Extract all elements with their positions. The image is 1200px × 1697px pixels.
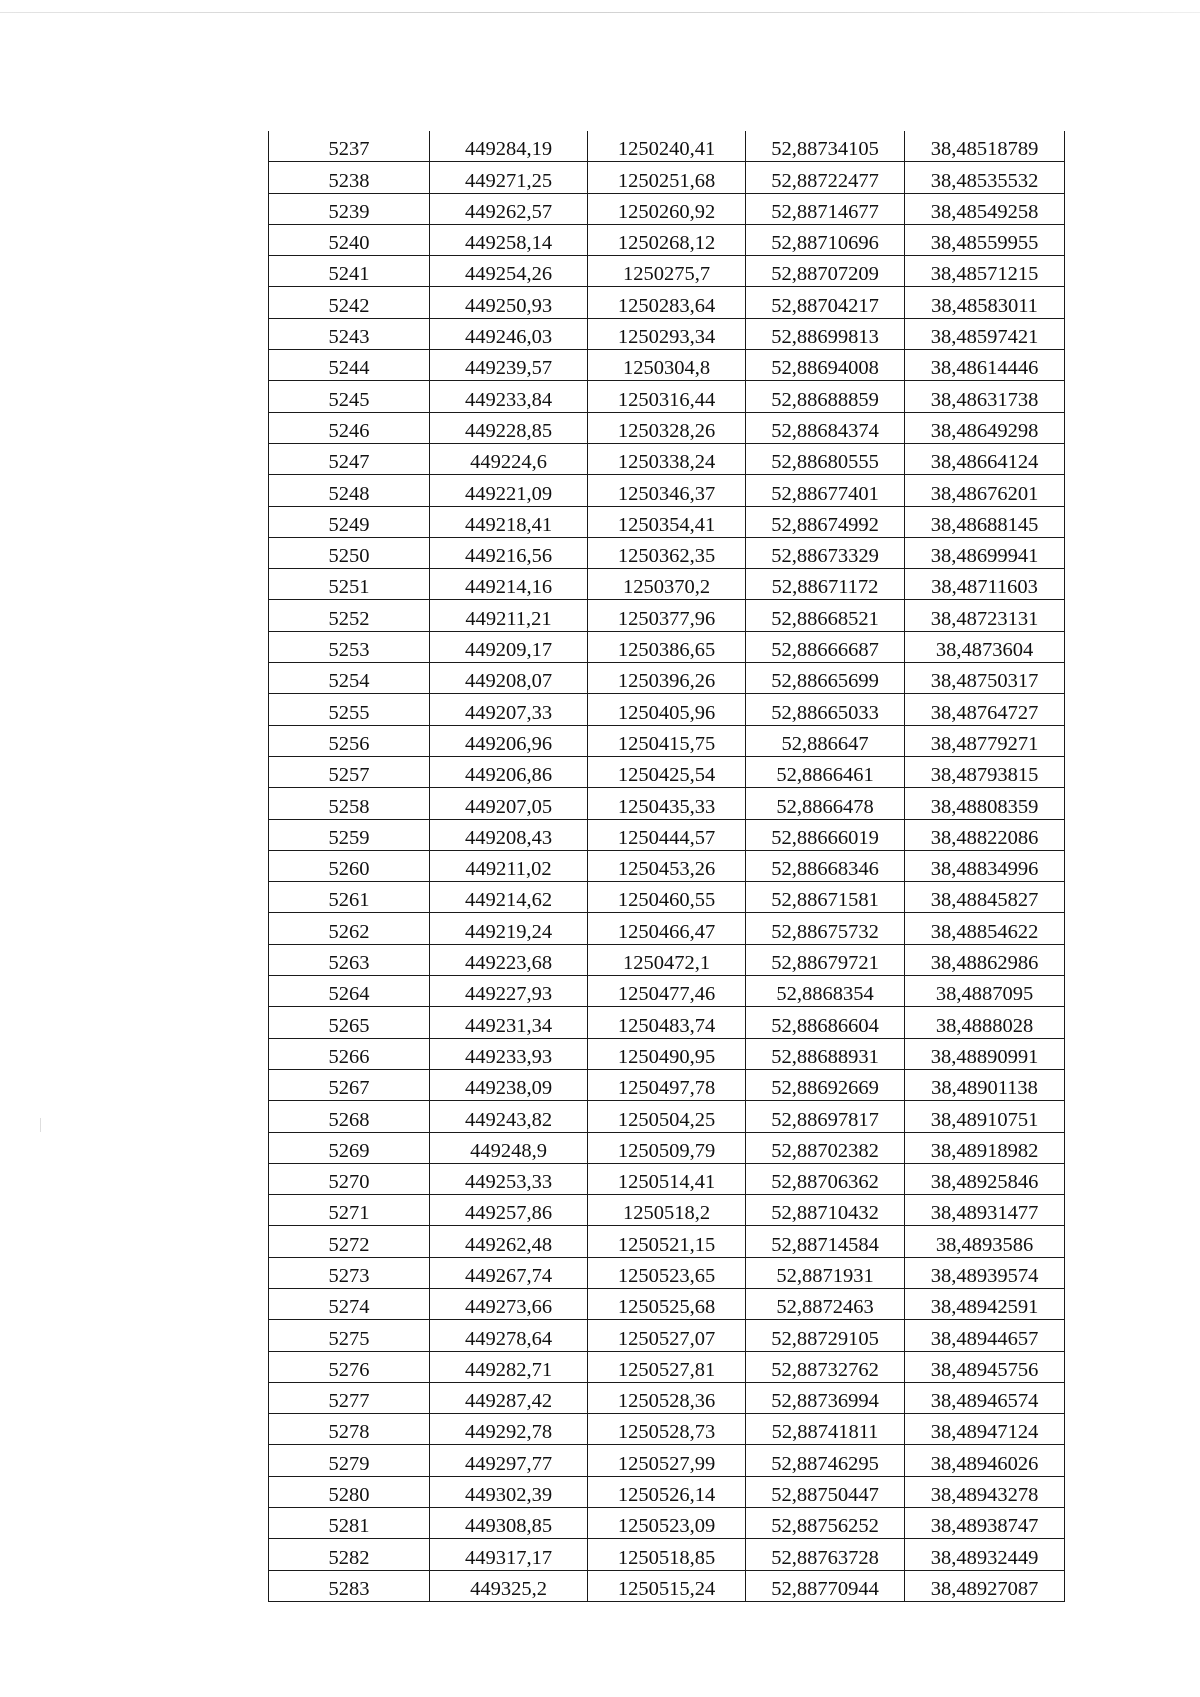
latitude-cell: 52,88688931: [746, 1038, 905, 1069]
table-row: [269, 788, 1065, 819]
y-coordinate-cell: 1250435,33: [588, 788, 746, 819]
x-coordinate-cell: 449287,42: [430, 1382, 588, 1413]
table-row: [269, 162, 1065, 193]
point-number-cell: 5283: [269, 1570, 430, 1601]
table-row: [269, 569, 1065, 600]
y-coordinate-cell: 1250346,37: [588, 475, 746, 506]
point-number-cell: 5257: [269, 756, 430, 787]
point-number-cell: 5275: [269, 1320, 430, 1351]
y-coordinate-cell: 1250518,2: [588, 1195, 746, 1226]
x-coordinate-cell: 449207,05: [430, 788, 588, 819]
y-coordinate-cell: 1250362,35: [588, 537, 746, 568]
y-coordinate-cell: 1250283,64: [588, 287, 746, 318]
y-coordinate-cell: 1250477,46: [588, 976, 746, 1007]
longitude-cell: 38,48939574: [905, 1257, 1065, 1288]
longitude-cell: 38,48723131: [905, 600, 1065, 631]
point-number-cell: 5249: [269, 506, 430, 537]
longitude-cell: 38,4873604: [905, 631, 1065, 662]
table-row: [269, 1320, 1065, 1351]
longitude-cell: 38,48535532: [905, 162, 1065, 193]
latitude-cell: 52,88729105: [746, 1320, 905, 1351]
point-number-cell: 5251: [269, 569, 430, 600]
table-row: [269, 1288, 1065, 1319]
latitude-cell: 52,88666687: [746, 631, 905, 662]
table-row: [269, 1132, 1065, 1163]
latitude-cell: 52,88679721: [746, 944, 905, 975]
x-coordinate-cell: 449278,64: [430, 1320, 588, 1351]
longitude-cell: 38,48518789: [905, 131, 1065, 162]
longitude-cell: 38,4893586: [905, 1226, 1065, 1257]
point-number-cell: 5258: [269, 788, 430, 819]
latitude-cell: 52,88666019: [746, 819, 905, 850]
longitude-cell: 38,48764727: [905, 694, 1065, 725]
y-coordinate-cell: 1250370,2: [588, 569, 746, 600]
y-coordinate-cell: 1250523,09: [588, 1508, 746, 1539]
latitude-cell: 52,88746295: [746, 1445, 905, 1476]
longitude-cell: 38,48664124: [905, 443, 1065, 474]
y-coordinate-cell: 1250528,36: [588, 1382, 746, 1413]
latitude-cell: 52,88684374: [746, 412, 905, 443]
table-row: [269, 1445, 1065, 1476]
x-coordinate-cell: 449267,74: [430, 1257, 588, 1288]
table-row: [269, 506, 1065, 537]
y-coordinate-cell: 1250490,95: [588, 1038, 746, 1069]
point-number-cell: 5237: [269, 131, 430, 162]
longitude-cell: 38,48901138: [905, 1069, 1065, 1100]
table-row: [269, 1226, 1065, 1257]
latitude-cell: 52,88671581: [746, 882, 905, 913]
longitude-cell: 38,48918982: [905, 1132, 1065, 1163]
point-number-cell: 5246: [269, 412, 430, 443]
x-coordinate-cell: 449209,17: [430, 631, 588, 662]
table-row: [269, 318, 1065, 349]
y-coordinate-cell: 1250527,99: [588, 1445, 746, 1476]
point-number-cell: 5272: [269, 1226, 430, 1257]
point-number-cell: 5259: [269, 819, 430, 850]
latitude-cell: 52,88750447: [746, 1476, 905, 1507]
x-coordinate-cell: 449233,84: [430, 381, 588, 412]
table-row: [269, 1539, 1065, 1570]
x-coordinate-cell: 449292,78: [430, 1414, 588, 1445]
x-coordinate-cell: 449238,09: [430, 1069, 588, 1100]
point-number-cell: 5243: [269, 318, 430, 349]
x-coordinate-cell: 449208,43: [430, 819, 588, 850]
y-coordinate-cell: 1250260,92: [588, 193, 746, 224]
point-number-cell: 5271: [269, 1195, 430, 1226]
x-coordinate-cell: 449214,16: [430, 569, 588, 600]
point-number-cell: 5276: [269, 1351, 430, 1382]
table-row: [269, 1382, 1065, 1413]
latitude-cell: 52,88675732: [746, 913, 905, 944]
point-number-cell: 5238: [269, 162, 430, 193]
latitude-cell: 52,8868354: [746, 976, 905, 1007]
table-row: [269, 913, 1065, 944]
point-number-cell: 5247: [269, 443, 430, 474]
y-coordinate-cell: 1250396,26: [588, 663, 746, 694]
x-coordinate-cell: 449211,21: [430, 600, 588, 631]
table-row: [269, 443, 1065, 474]
latitude-cell: 52,88710432: [746, 1195, 905, 1226]
latitude-cell: 52,88692669: [746, 1069, 905, 1100]
latitude-cell: 52,88673329: [746, 537, 905, 568]
y-coordinate-cell: 1250304,8: [588, 350, 746, 381]
point-number-cell: 5241: [269, 256, 430, 287]
x-coordinate-cell: 449258,14: [430, 224, 588, 255]
point-number-cell: 5253: [269, 631, 430, 662]
latitude-cell: 52,88714584: [746, 1226, 905, 1257]
x-coordinate-cell: 449246,03: [430, 318, 588, 349]
table-row: [269, 976, 1065, 1007]
latitude-cell: 52,88671172: [746, 569, 905, 600]
x-coordinate-cell: 449271,25: [430, 162, 588, 193]
longitude-cell: 38,48932449: [905, 1539, 1065, 1570]
longitude-cell: 38,48946574: [905, 1382, 1065, 1413]
point-number-cell: 5248: [269, 475, 430, 506]
point-number-cell: 5273: [269, 1257, 430, 1288]
table-row: [269, 1508, 1065, 1539]
table-row: [269, 224, 1065, 255]
latitude-cell: 52,88714677: [746, 193, 905, 224]
table-row: [269, 1163, 1065, 1194]
point-number-cell: 5274: [269, 1288, 430, 1319]
latitude-cell: 52,88686604: [746, 1007, 905, 1038]
y-coordinate-cell: 1250275,7: [588, 256, 746, 287]
longitude-cell: 38,48944657: [905, 1320, 1065, 1351]
latitude-cell: 52,8871931: [746, 1257, 905, 1288]
longitude-cell: 38,48862986: [905, 944, 1065, 975]
point-number-cell: 5256: [269, 725, 430, 756]
latitude-cell: 52,88697817: [746, 1101, 905, 1132]
y-coordinate-cell: 1250518,85: [588, 1539, 746, 1570]
point-number-cell: 5250: [269, 537, 430, 568]
latitude-cell: 52,88704217: [746, 287, 905, 318]
latitude-cell: 52,8866478: [746, 788, 905, 819]
x-coordinate-cell: 449221,09: [430, 475, 588, 506]
longitude-cell: 38,48750317: [905, 663, 1065, 694]
longitude-cell: 38,48946026: [905, 1445, 1065, 1476]
y-coordinate-cell: 1250328,26: [588, 412, 746, 443]
x-coordinate-cell: 449218,41: [430, 506, 588, 537]
x-coordinate-cell: 449297,77: [430, 1445, 588, 1476]
y-coordinate-cell: 1250504,25: [588, 1101, 746, 1132]
table-row: [269, 663, 1065, 694]
table-row: [269, 131, 1065, 162]
table-row: [269, 1570, 1065, 1601]
x-coordinate-cell: 449262,57: [430, 193, 588, 224]
point-number-cell: 5244: [269, 350, 430, 381]
x-coordinate-cell: 449207,33: [430, 694, 588, 725]
x-coordinate-cell: 449227,93: [430, 976, 588, 1007]
y-coordinate-cell: 1250444,57: [588, 819, 746, 850]
longitude-cell: 38,48793815: [905, 756, 1065, 787]
longitude-cell: 38,48927087: [905, 1570, 1065, 1601]
x-coordinate-cell: 449243,82: [430, 1101, 588, 1132]
table-row: [269, 1476, 1065, 1507]
latitude-cell: 52,88756252: [746, 1508, 905, 1539]
x-coordinate-cell: 449254,26: [430, 256, 588, 287]
point-number-cell: 5239: [269, 193, 430, 224]
y-coordinate-cell: 1250316,44: [588, 381, 746, 412]
latitude-cell: 52,88770944: [746, 1570, 905, 1601]
latitude-cell: 52,88677401: [746, 475, 905, 506]
longitude-cell: 38,48854622: [905, 913, 1065, 944]
longitude-cell: 38,48614446: [905, 350, 1065, 381]
longitude-cell: 38,48779271: [905, 725, 1065, 756]
y-coordinate-cell: 1250338,24: [588, 443, 746, 474]
y-coordinate-cell: 1250415,75: [588, 725, 746, 756]
longitude-cell: 38,48845827: [905, 882, 1065, 913]
longitude-cell: 38,48931477: [905, 1195, 1065, 1226]
point-number-cell: 5265: [269, 1007, 430, 1038]
longitude-cell: 38,48649298: [905, 412, 1065, 443]
table-row: [269, 756, 1065, 787]
y-coordinate-cell: 1250386,65: [588, 631, 746, 662]
x-coordinate-cell: 449273,66: [430, 1288, 588, 1319]
point-number-cell: 5277: [269, 1382, 430, 1413]
y-coordinate-cell: 1250240,41: [588, 131, 746, 162]
x-coordinate-cell: 449228,85: [430, 412, 588, 443]
table-row: [269, 1351, 1065, 1382]
y-coordinate-cell: 1250497,78: [588, 1069, 746, 1100]
y-coordinate-cell: 1250527,07: [588, 1320, 746, 1351]
table-row: [269, 850, 1065, 881]
longitude-cell: 38,48822086: [905, 819, 1065, 850]
table-row: [269, 475, 1065, 506]
longitude-cell: 38,48597421: [905, 318, 1065, 349]
latitude-cell: 52,88674992: [746, 506, 905, 537]
x-coordinate-cell: 449302,39: [430, 1476, 588, 1507]
y-coordinate-cell: 1250521,15: [588, 1226, 746, 1257]
latitude-cell: 52,88699813: [746, 318, 905, 349]
x-coordinate-cell: 449239,57: [430, 350, 588, 381]
latitude-cell: 52,88665033: [746, 694, 905, 725]
x-coordinate-cell: 449208,07: [430, 663, 588, 694]
y-coordinate-cell: 1250528,73: [588, 1414, 746, 1445]
longitude-cell: 38,48583011: [905, 287, 1065, 318]
table-row: [269, 882, 1065, 913]
x-coordinate-cell: 449214,62: [430, 882, 588, 913]
latitude-cell: 52,88732762: [746, 1351, 905, 1382]
point-number-cell: 5282: [269, 1539, 430, 1570]
point-number-cell: 5279: [269, 1445, 430, 1476]
longitude-cell: 38,48938747: [905, 1508, 1065, 1539]
point-number-cell: 5270: [269, 1163, 430, 1194]
point-number-cell: 5242: [269, 287, 430, 318]
coordinates-table: [268, 131, 1065, 1602]
table-row: [269, 1007, 1065, 1038]
x-coordinate-cell: 449206,96: [430, 725, 588, 756]
y-coordinate-cell: 1250425,54: [588, 756, 746, 787]
longitude-cell: 38,48631738: [905, 381, 1065, 412]
table-row: [269, 256, 1065, 287]
x-coordinate-cell: 449233,93: [430, 1038, 588, 1069]
longitude-cell: 38,48559955: [905, 224, 1065, 255]
y-coordinate-cell: 1250460,55: [588, 882, 746, 913]
table-row: [269, 193, 1065, 224]
table-row: [269, 350, 1065, 381]
x-coordinate-cell: 449248,9: [430, 1132, 588, 1163]
longitude-cell: 38,48910751: [905, 1101, 1065, 1132]
point-number-cell: 5245: [269, 381, 430, 412]
table-row: [269, 1257, 1065, 1288]
table-row: [269, 1414, 1065, 1445]
x-coordinate-cell: 449317,17: [430, 1539, 588, 1570]
point-number-cell: 5267: [269, 1069, 430, 1100]
table-row: [269, 1101, 1065, 1132]
x-coordinate-cell: 449250,93: [430, 287, 588, 318]
point-number-cell: 5264: [269, 976, 430, 1007]
y-coordinate-cell: 1250523,65: [588, 1257, 746, 1288]
y-coordinate-cell: 1250483,74: [588, 1007, 746, 1038]
longitude-cell: 38,48711603: [905, 569, 1065, 600]
point-number-cell: 5254: [269, 663, 430, 694]
y-coordinate-cell: 1250377,96: [588, 600, 746, 631]
latitude-cell: 52,88734105: [746, 131, 905, 162]
scan-top-edge: [0, 12, 1200, 13]
point-number-cell: 5263: [269, 944, 430, 975]
y-coordinate-cell: 1250354,41: [588, 506, 746, 537]
table-row: [269, 287, 1065, 318]
y-coordinate-cell: 1250405,96: [588, 694, 746, 725]
point-number-cell: 5255: [269, 694, 430, 725]
y-coordinate-cell: 1250453,26: [588, 850, 746, 881]
x-coordinate-cell: 449223,68: [430, 944, 588, 975]
latitude-cell: 52,8866461: [746, 756, 905, 787]
x-coordinate-cell: 449216,56: [430, 537, 588, 568]
y-coordinate-cell: 1250514,41: [588, 1163, 746, 1194]
longitude-cell: 38,48699941: [905, 537, 1065, 568]
latitude-cell: 52,88688859: [746, 381, 905, 412]
y-coordinate-cell: 1250466,47: [588, 913, 746, 944]
table-row: [269, 694, 1065, 725]
longitude-cell: 38,48945756: [905, 1351, 1065, 1382]
longitude-cell: 38,48688145: [905, 506, 1065, 537]
x-coordinate-cell: 449308,85: [430, 1508, 588, 1539]
latitude-cell: 52,88668346: [746, 850, 905, 881]
point-number-cell: 5261: [269, 882, 430, 913]
point-number-cell: 5262: [269, 913, 430, 944]
coordinates-table-body: [269, 131, 1065, 1601]
table-row: [269, 1038, 1065, 1069]
x-coordinate-cell: 449284,19: [430, 131, 588, 162]
longitude-cell: 38,48943278: [905, 1476, 1065, 1507]
x-coordinate-cell: 449262,48: [430, 1226, 588, 1257]
latitude-cell: 52,88706362: [746, 1163, 905, 1194]
latitude-cell: 52,88710696: [746, 224, 905, 255]
point-number-cell: 5278: [269, 1414, 430, 1445]
y-coordinate-cell: 1250509,79: [588, 1132, 746, 1163]
longitude-cell: 38,48947124: [905, 1414, 1065, 1445]
table-row: [269, 537, 1065, 568]
x-coordinate-cell: 449282,71: [430, 1351, 588, 1382]
latitude-cell: 52,88668521: [746, 600, 905, 631]
x-coordinate-cell: 449231,34: [430, 1007, 588, 1038]
y-coordinate-cell: 1250526,14: [588, 1476, 746, 1507]
latitude-cell: 52,88680555: [746, 443, 905, 474]
longitude-cell: 38,48571215: [905, 256, 1065, 287]
table-row: [269, 819, 1065, 850]
table-row: [269, 412, 1065, 443]
point-number-cell: 5240: [269, 224, 430, 255]
longitude-cell: 38,48834996: [905, 850, 1065, 881]
latitude-cell: 52,88694008: [746, 350, 905, 381]
table-row: [269, 600, 1065, 631]
latitude-cell: 52,88707209: [746, 256, 905, 287]
y-coordinate-cell: 1250293,34: [588, 318, 746, 349]
x-coordinate-cell: 449224,6: [430, 443, 588, 474]
table-row: [269, 1195, 1065, 1226]
longitude-cell: 38,48925846: [905, 1163, 1065, 1194]
x-coordinate-cell: 449211,02: [430, 850, 588, 881]
x-coordinate-cell: 449325,2: [430, 1570, 588, 1601]
table-row: [269, 725, 1065, 756]
point-number-cell: 5269: [269, 1132, 430, 1163]
scan-speck: [40, 1118, 41, 1132]
point-number-cell: 5281: [269, 1508, 430, 1539]
y-coordinate-cell: 1250251,68: [588, 162, 746, 193]
longitude-cell: 38,4888028: [905, 1007, 1065, 1038]
point-number-cell: 5280: [269, 1476, 430, 1507]
table-row: [269, 631, 1065, 662]
table-row: [269, 381, 1065, 412]
table-row: [269, 1069, 1065, 1100]
latitude-cell: 52,88763728: [746, 1539, 905, 1570]
latitude-cell: 52,886647: [746, 725, 905, 756]
y-coordinate-cell: 1250515,24: [588, 1570, 746, 1601]
y-coordinate-cell: 1250268,12: [588, 224, 746, 255]
x-coordinate-cell: 449257,86: [430, 1195, 588, 1226]
latitude-cell: 52,88741811: [746, 1414, 905, 1445]
table-row: [269, 944, 1065, 975]
x-coordinate-cell: 449253,33: [430, 1163, 588, 1194]
point-number-cell: 5268: [269, 1101, 430, 1132]
longitude-cell: 38,48549258: [905, 193, 1065, 224]
longitude-cell: 38,48808359: [905, 788, 1065, 819]
x-coordinate-cell: 449206,86: [430, 756, 588, 787]
y-coordinate-cell: 1250472,1: [588, 944, 746, 975]
longitude-cell: 38,48890991: [905, 1038, 1065, 1069]
y-coordinate-cell: 1250525,68: [588, 1288, 746, 1319]
point-number-cell: 5266: [269, 1038, 430, 1069]
latitude-cell: 52,88736994: [746, 1382, 905, 1413]
latitude-cell: 52,88665699: [746, 663, 905, 694]
y-coordinate-cell: 1250527,81: [588, 1351, 746, 1382]
latitude-cell: 52,8872463: [746, 1288, 905, 1319]
latitude-cell: 52,88722477: [746, 162, 905, 193]
x-coordinate-cell: 449219,24: [430, 913, 588, 944]
latitude-cell: 52,88702382: [746, 1132, 905, 1163]
longitude-cell: 38,48676201: [905, 475, 1065, 506]
longitude-cell: 38,4887095: [905, 976, 1065, 1007]
point-number-cell: 5260: [269, 850, 430, 881]
longitude-cell: 38,48942591: [905, 1288, 1065, 1319]
point-number-cell: 5252: [269, 600, 430, 631]
